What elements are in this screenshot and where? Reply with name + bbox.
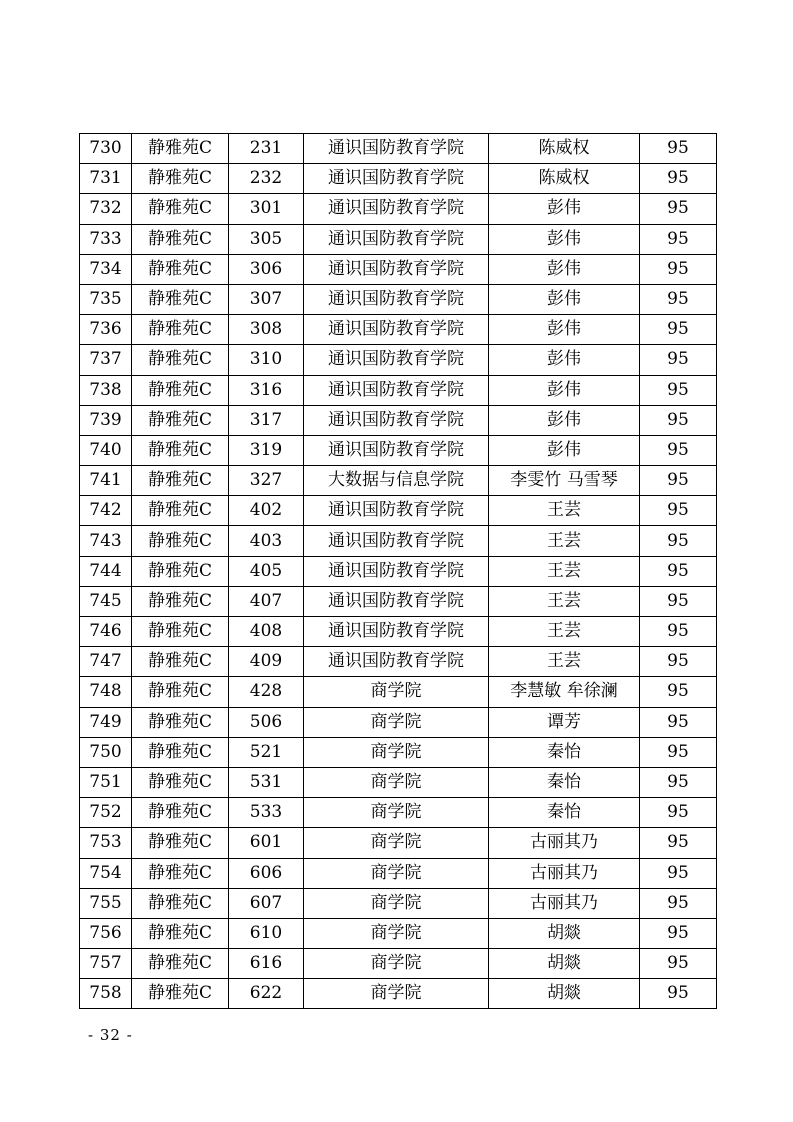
table-row bbox=[80, 345, 717, 375]
row-number-cell: 731 bbox=[80, 164, 132, 194]
room-cell: 533 bbox=[229, 798, 304, 828]
building-cell: 静雅苑C bbox=[132, 254, 229, 284]
college-cell: 通识国防教育学院 bbox=[304, 254, 489, 284]
score-cell: 95 bbox=[640, 284, 717, 314]
row-number-cell: 745 bbox=[80, 586, 132, 616]
counselor-cell: 李雯竹 马雪琴 bbox=[489, 466, 640, 496]
room-cell: 307 bbox=[229, 284, 304, 314]
counselor-cell: 彭伟 bbox=[489, 284, 640, 314]
table-row bbox=[80, 526, 717, 556]
table-row bbox=[80, 466, 717, 496]
score-cell: 95 bbox=[640, 798, 717, 828]
score-cell: 95 bbox=[640, 224, 717, 254]
college-cell: 通识国防教育学院 bbox=[304, 526, 489, 556]
table-row bbox=[80, 647, 717, 677]
counselor-cell: 彭伟 bbox=[489, 254, 640, 284]
table-row bbox=[80, 315, 717, 345]
score-cell: 95 bbox=[640, 315, 717, 345]
table-row bbox=[80, 737, 717, 767]
score-cell: 95 bbox=[640, 556, 717, 586]
college-cell: 通识国防教育学院 bbox=[304, 586, 489, 616]
room-cell: 310 bbox=[229, 345, 304, 375]
table-body bbox=[80, 134, 717, 1009]
row-number-cell: 738 bbox=[80, 375, 132, 405]
room-cell: 408 bbox=[229, 617, 304, 647]
table-row bbox=[80, 284, 717, 314]
counselor-cell: 秦怡 bbox=[489, 767, 640, 797]
table-row bbox=[80, 707, 717, 737]
score-cell: 95 bbox=[640, 767, 717, 797]
table-row bbox=[80, 888, 717, 918]
counselor-cell: 彭伟 bbox=[489, 435, 640, 465]
college-cell: 通识国防教育学院 bbox=[304, 164, 489, 194]
building-cell: 静雅苑C bbox=[132, 224, 229, 254]
room-cell: 407 bbox=[229, 586, 304, 616]
score-cell: 95 bbox=[640, 134, 717, 164]
counselor-cell: 胡燚 bbox=[489, 918, 640, 948]
row-number-cell: 732 bbox=[80, 194, 132, 224]
dormitory-score-table bbox=[79, 133, 717, 1009]
room-cell: 319 bbox=[229, 435, 304, 465]
score-cell: 95 bbox=[640, 677, 717, 707]
room-cell: 405 bbox=[229, 556, 304, 586]
score-cell: 95 bbox=[640, 254, 717, 284]
counselor-cell: 王芸 bbox=[489, 496, 640, 526]
college-cell: 商学院 bbox=[304, 888, 489, 918]
score-cell: 95 bbox=[640, 586, 717, 616]
row-number-cell: 741 bbox=[80, 466, 132, 496]
counselor-cell: 王芸 bbox=[489, 556, 640, 586]
building-cell: 静雅苑C bbox=[132, 435, 229, 465]
table-row bbox=[80, 617, 717, 647]
table-row bbox=[80, 767, 717, 797]
college-cell: 通识国防教育学院 bbox=[304, 284, 489, 314]
college-cell: 通识国防教育学院 bbox=[304, 194, 489, 224]
score-cell: 95 bbox=[640, 647, 717, 677]
table-row bbox=[80, 375, 717, 405]
college-cell: 通识国防教育学院 bbox=[304, 496, 489, 526]
counselor-cell: 王芸 bbox=[489, 586, 640, 616]
row-number-cell: 746 bbox=[80, 617, 132, 647]
room-cell: 531 bbox=[229, 767, 304, 797]
row-number-cell: 730 bbox=[80, 134, 132, 164]
room-cell: 308 bbox=[229, 315, 304, 345]
building-cell: 静雅苑C bbox=[132, 405, 229, 435]
table-row bbox=[80, 918, 717, 948]
building-cell: 静雅苑C bbox=[132, 164, 229, 194]
row-number-cell: 734 bbox=[80, 254, 132, 284]
row-number-cell: 747 bbox=[80, 647, 132, 677]
score-cell: 95 bbox=[640, 405, 717, 435]
room-cell: 616 bbox=[229, 949, 304, 979]
room-cell: 305 bbox=[229, 224, 304, 254]
score-cell: 95 bbox=[640, 617, 717, 647]
row-number-cell: 733 bbox=[80, 224, 132, 254]
college-cell: 商学院 bbox=[304, 858, 489, 888]
college-cell: 通识国防教育学院 bbox=[304, 617, 489, 647]
score-cell: 95 bbox=[640, 888, 717, 918]
building-cell: 静雅苑C bbox=[132, 798, 229, 828]
score-cell: 95 bbox=[640, 737, 717, 767]
building-cell: 静雅苑C bbox=[132, 918, 229, 948]
table-row bbox=[80, 979, 717, 1009]
building-cell: 静雅苑C bbox=[132, 677, 229, 707]
score-cell: 95 bbox=[640, 435, 717, 465]
row-number-cell: 754 bbox=[80, 858, 132, 888]
row-number-cell: 750 bbox=[80, 737, 132, 767]
building-cell: 静雅苑C bbox=[132, 375, 229, 405]
building-cell: 静雅苑C bbox=[132, 828, 229, 858]
building-cell: 静雅苑C bbox=[132, 556, 229, 586]
college-cell: 大数据与信息学院 bbox=[304, 466, 489, 496]
score-cell: 95 bbox=[640, 194, 717, 224]
counselor-cell: 王芸 bbox=[489, 617, 640, 647]
room-cell: 601 bbox=[229, 828, 304, 858]
room-cell: 402 bbox=[229, 496, 304, 526]
score-cell: 95 bbox=[640, 526, 717, 556]
row-number-cell: 737 bbox=[80, 345, 132, 375]
table-row bbox=[80, 828, 717, 858]
college-cell: 商学院 bbox=[304, 737, 489, 767]
table-row bbox=[80, 435, 717, 465]
score-cell: 95 bbox=[640, 949, 717, 979]
table-row bbox=[80, 194, 717, 224]
room-cell: 306 bbox=[229, 254, 304, 284]
counselor-cell: 古丽其乃 bbox=[489, 828, 640, 858]
counselor-cell: 李慧敏 牟徐澜 bbox=[489, 677, 640, 707]
row-number-cell: 749 bbox=[80, 707, 132, 737]
college-cell: 通识国防教育学院 bbox=[304, 345, 489, 375]
score-cell: 95 bbox=[640, 979, 717, 1009]
table-row bbox=[80, 949, 717, 979]
table-row bbox=[80, 254, 717, 284]
building-cell: 静雅苑C bbox=[132, 767, 229, 797]
counselor-cell: 谭芳 bbox=[489, 707, 640, 737]
room-cell: 403 bbox=[229, 526, 304, 556]
row-number-cell: 752 bbox=[80, 798, 132, 828]
counselor-cell: 胡燚 bbox=[489, 949, 640, 979]
counselor-cell: 王芸 bbox=[489, 647, 640, 677]
room-cell: 409 bbox=[229, 647, 304, 677]
row-number-cell: 736 bbox=[80, 315, 132, 345]
row-number-cell: 756 bbox=[80, 918, 132, 948]
college-cell: 商学院 bbox=[304, 949, 489, 979]
counselor-cell: 陈威权 bbox=[489, 164, 640, 194]
table-row bbox=[80, 405, 717, 435]
score-cell: 95 bbox=[640, 375, 717, 405]
counselor-cell: 陈威权 bbox=[489, 134, 640, 164]
table-row bbox=[80, 798, 717, 828]
building-cell: 静雅苑C bbox=[132, 466, 229, 496]
row-number-cell: 757 bbox=[80, 949, 132, 979]
college-cell: 通识国防教育学院 bbox=[304, 315, 489, 345]
row-number-cell: 758 bbox=[80, 979, 132, 1009]
table-row bbox=[80, 556, 717, 586]
counselor-cell: 彭伟 bbox=[489, 345, 640, 375]
college-cell: 通识国防教育学院 bbox=[304, 556, 489, 586]
room-cell: 521 bbox=[229, 737, 304, 767]
counselor-cell: 胡燚 bbox=[489, 979, 640, 1009]
score-cell: 95 bbox=[640, 466, 717, 496]
college-cell: 商学院 bbox=[304, 828, 489, 858]
score-cell: 95 bbox=[640, 858, 717, 888]
room-cell: 607 bbox=[229, 888, 304, 918]
room-cell: 428 bbox=[229, 677, 304, 707]
college-cell: 通识国防教育学院 bbox=[304, 134, 489, 164]
building-cell: 静雅苑C bbox=[132, 858, 229, 888]
building-cell: 静雅苑C bbox=[132, 345, 229, 375]
counselor-cell: 彭伟 bbox=[489, 405, 640, 435]
building-cell: 静雅苑C bbox=[132, 194, 229, 224]
college-cell: 商学院 bbox=[304, 798, 489, 828]
college-cell: 通识国防教育学院 bbox=[304, 375, 489, 405]
college-cell: 通识国防教育学院 bbox=[304, 647, 489, 677]
counselor-cell: 彭伟 bbox=[489, 375, 640, 405]
table-row bbox=[80, 586, 717, 616]
building-cell: 静雅苑C bbox=[132, 647, 229, 677]
counselor-cell: 古丽其乃 bbox=[489, 858, 640, 888]
score-cell: 95 bbox=[640, 345, 717, 375]
room-cell: 606 bbox=[229, 858, 304, 888]
score-cell: 95 bbox=[640, 828, 717, 858]
counselor-cell: 秦怡 bbox=[489, 737, 640, 767]
counselor-cell: 彭伟 bbox=[489, 194, 640, 224]
building-cell: 静雅苑C bbox=[132, 737, 229, 767]
room-cell: 327 bbox=[229, 466, 304, 496]
building-cell: 静雅苑C bbox=[132, 979, 229, 1009]
table-row bbox=[80, 134, 717, 164]
building-cell: 静雅苑C bbox=[132, 526, 229, 556]
building-cell: 静雅苑C bbox=[132, 284, 229, 314]
college-cell: 商学院 bbox=[304, 767, 489, 797]
building-cell: 静雅苑C bbox=[132, 888, 229, 918]
college-cell: 商学院 bbox=[304, 707, 489, 737]
score-cell: 95 bbox=[640, 164, 717, 194]
table-row bbox=[80, 496, 717, 526]
table-row bbox=[80, 858, 717, 888]
room-cell: 610 bbox=[229, 918, 304, 948]
room-cell: 231 bbox=[229, 134, 304, 164]
row-number-cell: 739 bbox=[80, 405, 132, 435]
room-cell: 506 bbox=[229, 707, 304, 737]
building-cell: 静雅苑C bbox=[132, 315, 229, 345]
score-cell: 95 bbox=[640, 496, 717, 526]
page-number: - 32 - bbox=[88, 1026, 133, 1044]
row-number-cell: 755 bbox=[80, 888, 132, 918]
table-row bbox=[80, 677, 717, 707]
counselor-cell: 古丽其乃 bbox=[489, 888, 640, 918]
score-cell: 95 bbox=[640, 918, 717, 948]
room-cell: 232 bbox=[229, 164, 304, 194]
counselor-cell: 彭伟 bbox=[489, 224, 640, 254]
room-cell: 301 bbox=[229, 194, 304, 224]
table-row bbox=[80, 224, 717, 254]
row-number-cell: 740 bbox=[80, 435, 132, 465]
counselor-cell: 王芸 bbox=[489, 526, 640, 556]
counselor-cell: 秦怡 bbox=[489, 798, 640, 828]
building-cell: 静雅苑C bbox=[132, 949, 229, 979]
building-cell: 静雅苑C bbox=[132, 134, 229, 164]
row-number-cell: 735 bbox=[80, 284, 132, 314]
room-cell: 317 bbox=[229, 405, 304, 435]
building-cell: 静雅苑C bbox=[132, 586, 229, 616]
college-cell: 通识国防教育学院 bbox=[304, 224, 489, 254]
college-cell: 通识国防教育学院 bbox=[304, 435, 489, 465]
row-number-cell: 743 bbox=[80, 526, 132, 556]
score-cell: 95 bbox=[640, 707, 717, 737]
room-cell: 316 bbox=[229, 375, 304, 405]
college-cell: 商学院 bbox=[304, 979, 489, 1009]
room-cell: 622 bbox=[229, 979, 304, 1009]
row-number-cell: 748 bbox=[80, 677, 132, 707]
row-number-cell: 753 bbox=[80, 828, 132, 858]
table-row bbox=[80, 164, 717, 194]
building-cell: 静雅苑C bbox=[132, 617, 229, 647]
college-cell: 商学院 bbox=[304, 918, 489, 948]
row-number-cell: 751 bbox=[80, 767, 132, 797]
row-number-cell: 742 bbox=[80, 496, 132, 526]
row-number-cell: 744 bbox=[80, 556, 132, 586]
college-cell: 通识国防教育学院 bbox=[304, 405, 489, 435]
building-cell: 静雅苑C bbox=[132, 496, 229, 526]
counselor-cell: 彭伟 bbox=[489, 315, 640, 345]
college-cell: 商学院 bbox=[304, 677, 489, 707]
building-cell: 静雅苑C bbox=[132, 707, 229, 737]
